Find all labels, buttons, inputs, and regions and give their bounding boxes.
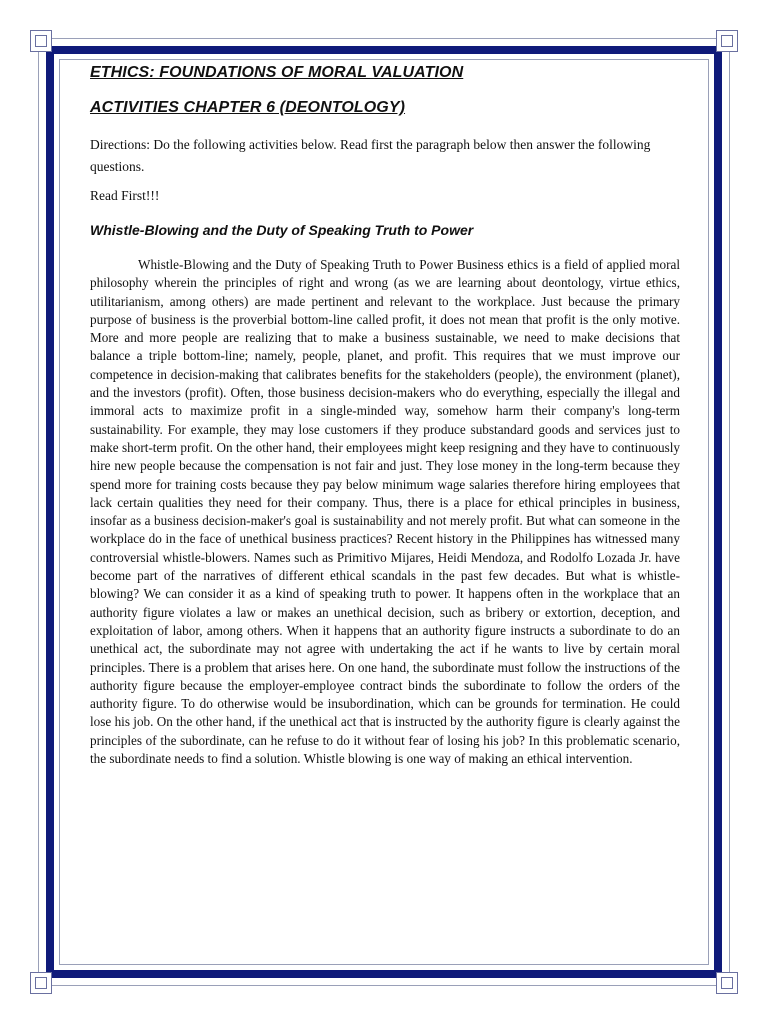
read-first-label: Read First!!!: [90, 188, 160, 203]
corner-ornament-top-left: [30, 30, 52, 52]
corner-ornament-bottom-right: [716, 972, 738, 994]
body-paragraph: Whistle-Blowing and the Duty of Speaking Truth to Power Business ethics is a field of applied moral philosophy wherein the principles of right and wrong (as we are learning about deontology, virtue ethics, utilitarianism, among others) are made pertinent and relevant to the workplace. Just because the primary purpose of business is the proverbial bottom-line called profit, it does not mean that profit is the only motive. More and more people are realizing that to make a business sustainable, we need to make decisions that balance a triple bottom-line; namely, people, planet, and profit. This requires that we must improve our competence in decision-making that calibrates benefits for the stakeholders (people), the environment (planet), and the investors (profit). Often, those business decision-makers who do everything, especially the illegal and immoral acts to maximize profit in a single-minded way, somehow harm their company's long-term sustainability. For example, they may lose customers if they produce substandard goods and services just to make short-term profit. On the other hand, their employees might keep resigning and they have to continuously hire new people because the compensation is not fair and just. They lose money in the long-term because they spend more for training costs because they pay below minimum wage salaries therefore hiring employees that lack certain qualities they need for their company. Thus, there is a place for ethical principles in business, insofar as a business decision-maker's goal is sustainability and not merely profit. But what can someone in the workplace do in the face of unethical business practices? Recent history in the Philippines has witnessed many controversial whistle-blowers. Names such as Primitivo Mijares, Heidi Mendoza, and Rodolfo Lozada Jr. have become part of the narratives of different ethical scandals in the past few decades. But what is whistle- blowing? We can consider it as a kind of speaking truth to power. It happens often in the workplace that an authority figure violates a law or makes an unethical decision, such as bribery or extortion, deception, and exploitation of labor, among others. When it happens that an authority figure instructs a subordinate to do an unethical act, the subordinate may not agree with undertaking the act if he wants to live by certain moral principles. There is a problem that arises here. On one hand, the subordinate must follow the instructions of the authority figure because the employer-employee contract binds the subordinate to follow the orders of the authority figure. To do otherwise would be insubordination, which can be grounds for termination. He could lose his job. On the other hand, if the unethical act that is instructed by the authority figure is clearly against the principles of the subordinate, can he refuse to do it without fear of losing his job? In this problematic scenario, the subordinate needs to find a solution. Whistle blowing is one way of making an ethical intervention.: [90, 257, 680, 767]
corner-ornament-bottom-left: [30, 972, 52, 994]
chapter-heading: ACTIVITIES CHAPTER 6 (DEONTOLOGY): [90, 99, 406, 116]
document-title: ETHICS: FOUNDATIONS OF MORAL VALUATION: [90, 64, 464, 81]
directions-text: Directions: Do the following activities below. Read first the paragraph below then answer the following questions.: [90, 137, 651, 174]
section-subtitle: Whistle-Blowing and the Duty of Speaking Truth to Power: [90, 222, 474, 238]
corner-ornament-top-right: [716, 30, 738, 52]
